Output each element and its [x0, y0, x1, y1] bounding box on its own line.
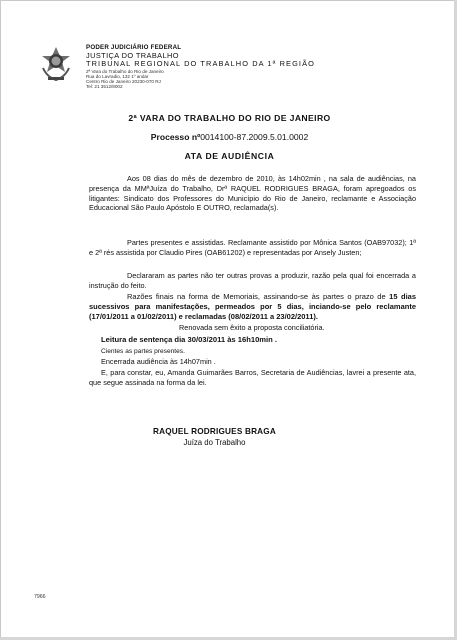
letterhead-line-2: JUSTIÇA DO TRABALHO [86, 50, 179, 60]
paragraph-sentence-date: Leitura de sentença dia 30/03/2011 às 16h10min . [101, 335, 278, 344]
letterhead-line-7: Tel: 21 3512/8002 [86, 83, 123, 89]
letterhead-line-4: 2ª Vara do Trabalho do Rio de Janeiro [86, 68, 164, 74]
signatory-name: RAQUEL RODRIGUES BRAGA [153, 427, 276, 436]
signatory-role: Juíza do Trabalho [183, 438, 246, 447]
letterhead-line-3: TRIBUNAL REGIONAL DO TRABALHO DA 1ª REGIÃO [86, 59, 315, 69]
paragraph-parties: Partes presentes e assistidas. Reclamante assistido por Mônica Santos (OAB97032); 1ª e 2ª rés assistida por Claudio Pires (OAB61202) e representadas por Ansely Justen; [89, 238, 416, 257]
letterhead-line-5: Rua do Lavradio, 132 1º andar [86, 73, 149, 79]
letterhead-line-1: PODER JUDICIÁRIO FEDERAL [86, 44, 182, 51]
process-number [1, 132, 457, 142]
paragraph-closing-time: Encerrada audiência às 14h07min . [101, 357, 216, 366]
coat-of-arms-icon [39, 46, 73, 82]
document-title: ATA DE AUDIÊNCIA [184, 151, 275, 161]
final-reasons-text: Razões finais na forma de Memoriais, assinando-se às partes o prazo de [127, 292, 390, 301]
final-reasons-deadlines: 15 dias sucessivos para manifestações, permeados por 5 dias, inciando-se pelo reclamante (17/01/2011 a 01/02/2011) e reclamadas (08/02/2011 a 23/02/2011). [89, 292, 417, 321]
paragraph-signoff: E, para constar, eu, Amanda Guimarães Barros, Secretaria de Audiências, lavrei a presente ata, que segue assinada na forma da lei. [89, 368, 416, 387]
court-title: 2ª VARA DO TRABALHO DO RIO DE JANEIRO [128, 113, 331, 123]
process-label: Processo nº [150, 132, 201, 142]
letterhead [86, 45, 315, 89]
paragraph-final-reasons [89, 292, 416, 321]
footer-code: 7966 [34, 594, 46, 600]
letterhead-line-6: Centro Rio de Janeiro 20230-070 RJ [86, 78, 161, 84]
paragraph-conciliation: Renovada sem êxito a proposta conciliatória. [179, 323, 325, 332]
paragraph-instruction: Declararam as partes não ter outras provas a produzir, razão pela qual foi encerrada a instrução do feito. [89, 271, 416, 290]
paragraph-opening: Aos 08 dias do mês de dezembro de 2010, às 14h02min , na sala de audiências, na presença da MMªJuíza do Trabalho, Drª RAQUEL RODRIGUES BRAGA, foram apregoados os litigantes: Sindicato dos Professores do Município do Rio de Janeiro, reclamante e Associação Educacional São Paulo Apóstolo E OUTRO, reclamada(s). [89, 174, 416, 213]
paragraph-parties-notified: Cientes as partes presentes. [101, 348, 185, 355]
process-value: 0014100-87.2009.5.01.0002 [200, 132, 309, 142]
